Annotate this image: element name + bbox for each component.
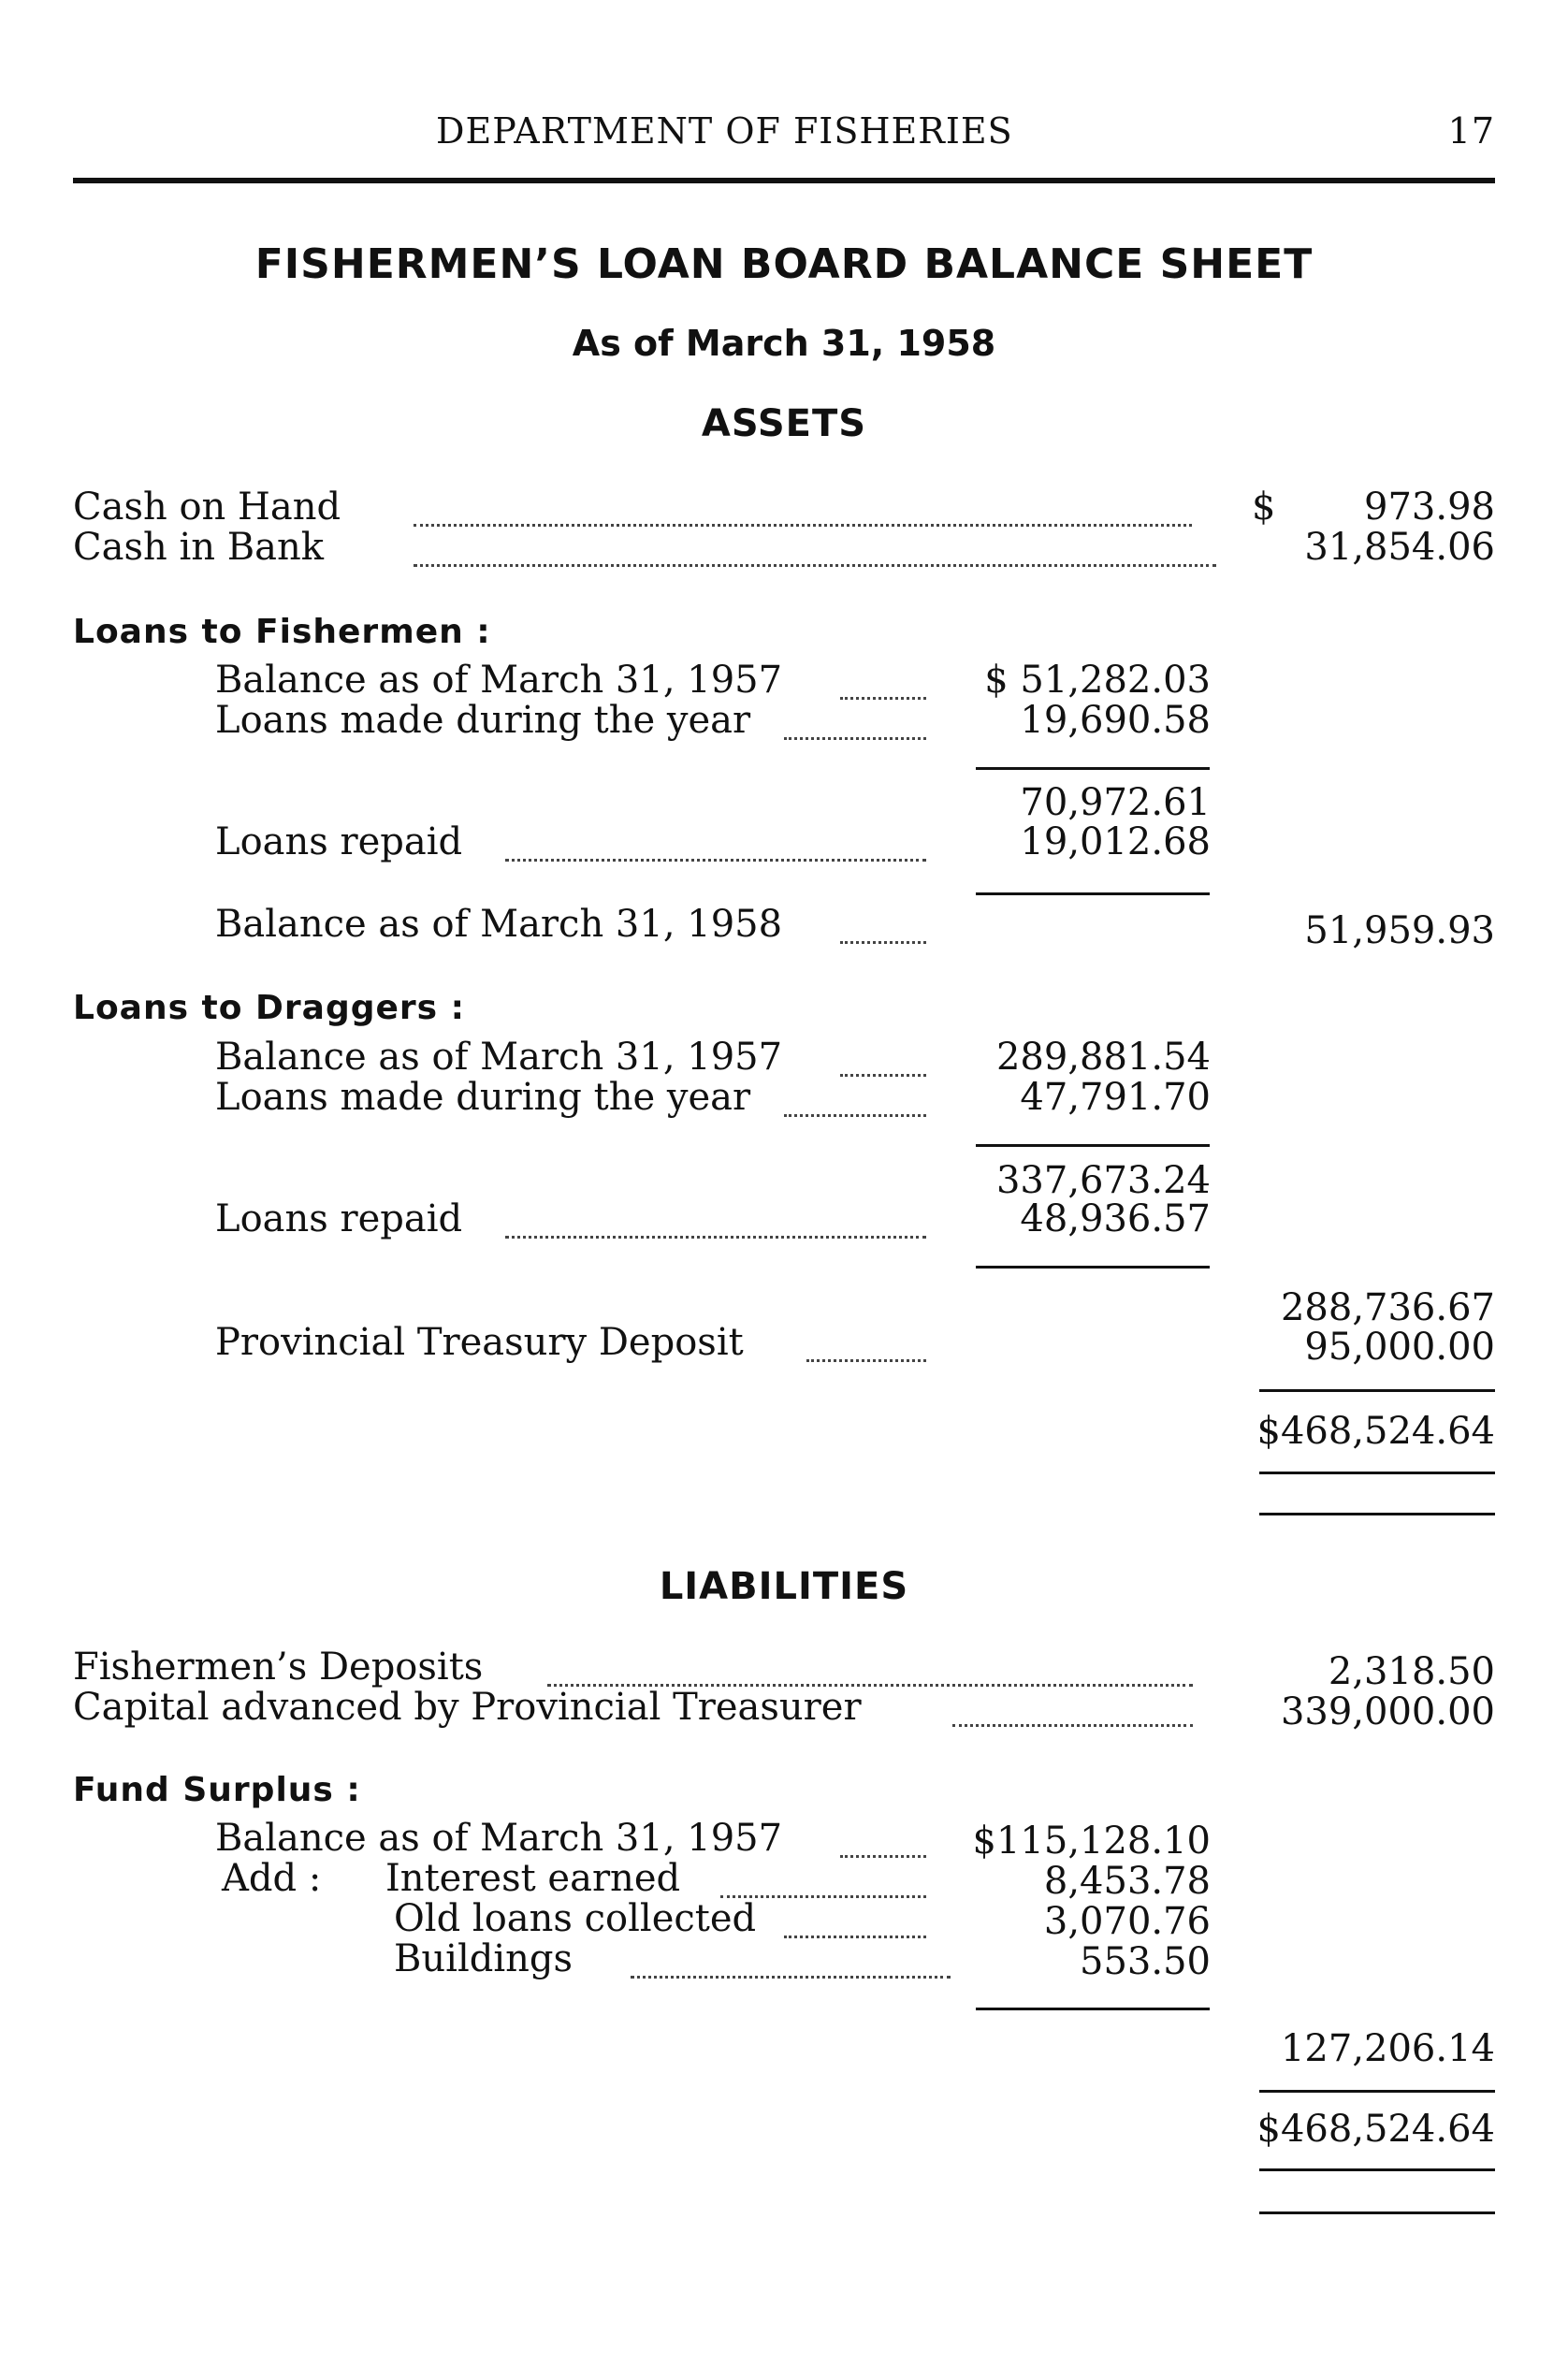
- draggers-made-label: Loans made during the year: [215, 1076, 751, 1119]
- leader-dots: [806, 1359, 926, 1362]
- assets-total: $468,524.64: [1256, 1410, 1495, 1453]
- document-subtitle: As of March 31, 1958: [572, 323, 996, 364]
- total-rule: [1259, 2090, 1495, 2093]
- fishermens-deposits-label: Fishermen’s Deposits: [73, 1646, 484, 1689]
- cash-on-hand-amount: 973.98: [1364, 486, 1495, 529]
- leader-dots: [414, 564, 1216, 567]
- double-rule-upper: [1259, 2168, 1495, 2171]
- page-number: 17: [1447, 110, 1495, 152]
- liabilities-total: $468,524.64: [1256, 2108, 1495, 2151]
- running-head-title: DEPARTMENT OF FISHERIES: [436, 110, 1013, 152]
- treasury-deposit-label: Provincial Treasury Deposit: [215, 1321, 744, 1364]
- leader-dots: [505, 859, 926, 862]
- old-loans-label: Old loans collected: [394, 1897, 757, 1940]
- buildings-amount: 553.50: [1080, 1940, 1211, 1983]
- old-loans-amount: 3,070.76: [1043, 1900, 1211, 1943]
- cash-in-bank-amount: 31,854.06: [1304, 526, 1495, 569]
- draggers-net-amount: 288,736.67: [1280, 1286, 1495, 1329]
- leader-dots: [952, 1724, 1193, 1727]
- header-rule: [73, 178, 1495, 183]
- surplus-opening-amount: $115,128.10: [972, 1820, 1211, 1863]
- draggers-opening-label: Balance as of March 31, 1957: [215, 1036, 783, 1079]
- fishermen-repaid-amount: 19,012.68: [1020, 820, 1211, 863]
- draggers-opening-amount: 289,881.54: [995, 1036, 1211, 1079]
- fund-surplus-heading: Fund Surplus :: [73, 1771, 361, 1809]
- total-rule: [1259, 1389, 1495, 1392]
- leader-dots: [840, 697, 926, 700]
- fishermen-subtotal: 70,972.61: [1020, 781, 1211, 824]
- interest-earned-amount: 8,453.78: [1043, 1860, 1211, 1903]
- fishermen-made-amount: 19,690.58: [1020, 699, 1211, 742]
- cash-on-hand-label: Cash on Hand: [73, 486, 341, 529]
- double-rule-lower: [1259, 2211, 1495, 2214]
- draggers-repaid-amount: 48,936.57: [1020, 1197, 1211, 1240]
- leader-dots: [840, 941, 926, 944]
- draggers-repaid-label: Loans repaid: [215, 1197, 463, 1240]
- fishermen-closing-label: Balance as of March 31, 1958: [215, 903, 783, 946]
- leader-dots: [631, 1976, 951, 1979]
- subtotal-rule: [976, 892, 1210, 895]
- double-rule-lower: [1259, 1513, 1495, 1515]
- interest-earned-label: Interest earned: [385, 1857, 681, 1900]
- cash-in-bank-label: Cash in Bank: [73, 526, 324, 569]
- assets-heading: ASSETS: [701, 402, 867, 445]
- add-label: Add :: [222, 1857, 322, 1900]
- fishermen-opening-amount: $ 51,282.03: [984, 659, 1211, 702]
- loans-to-draggers-heading: Loans to Draggers :: [73, 989, 466, 1027]
- fishermen-closing-amount: 51,959.93: [1304, 909, 1495, 952]
- cash-on-hand-currency: $: [1252, 486, 1276, 529]
- capital-advanced-amount: 339,000.00: [1280, 1690, 1495, 1733]
- fishermen-made-label: Loans made during the year: [215, 699, 751, 742]
- leader-dots: [505, 1236, 926, 1239]
- subtotal-rule: [976, 767, 1210, 770]
- subtotal-rule: [976, 1144, 1210, 1147]
- fishermen-opening-label: Balance as of March 31, 1957: [215, 659, 783, 702]
- capital-advanced-label: Capital advanced by Provincial Treasurer: [73, 1686, 862, 1729]
- draggers-subtotal: 337,673.24: [995, 1159, 1211, 1202]
- document-title: FISHERMEN’S LOAN BOARD BALANCE SHEET: [254, 240, 1314, 288]
- double-rule-upper: [1259, 1472, 1495, 1474]
- loans-to-fishermen-heading: Loans to Fishermen :: [73, 613, 491, 651]
- leader-dots: [784, 1936, 926, 1938]
- fishermen-repaid-label: Loans repaid: [215, 820, 463, 863]
- leader-dots: [840, 1855, 926, 1858]
- fund-surplus-total: 127,206.14: [1280, 2027, 1495, 2070]
- buildings-label: Buildings: [394, 1937, 573, 1980]
- surplus-opening-label: Balance as of March 31, 1957: [215, 1817, 783, 1860]
- subtotal-rule: [976, 2008, 1210, 2010]
- leader-dots: [840, 1074, 926, 1077]
- treasury-deposit-amount: 95,000.00: [1304, 1326, 1495, 1369]
- leader-dots: [784, 737, 926, 740]
- leader-dots: [414, 524, 1192, 527]
- liabilities-heading: LIABILITIES: [659, 1565, 909, 1608]
- leader-dots: [784, 1114, 926, 1117]
- subtotal-rule: [976, 1266, 1210, 1269]
- fishermens-deposits-amount: 2,318.50: [1328, 1650, 1495, 1693]
- draggers-made-amount: 47,791.70: [1020, 1076, 1211, 1119]
